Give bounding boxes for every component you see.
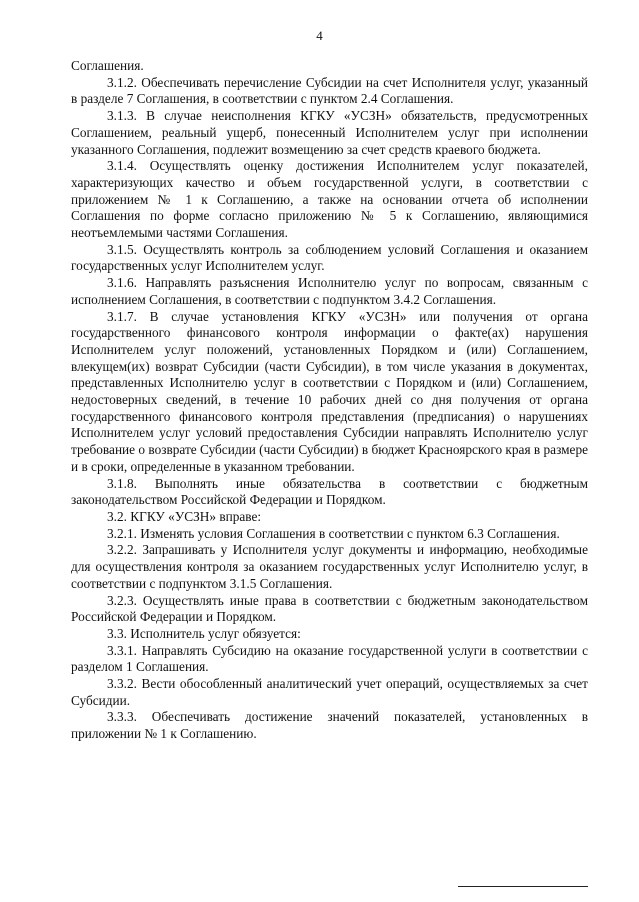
footer-rule xyxy=(458,886,588,887)
paragraph: 3.1.8. Выполнять иные обязательства в соответствии с бюджетным законодательством Российской Федерации и Порядком. xyxy=(71,475,588,508)
paragraph: 3.1.3. В случае неисполнения КГКУ «УСЗН» обязательств, предусмотренных Соглашением, реальный ущерб, понесенный Исполнителем услуг при исполнении указанного Соглашения, подлежит возмещению за счет средств краевого бюджета. xyxy=(71,108,588,157)
paragraph: 3.2.1. Изменять условия Соглашения в соответствии с пунктом 6.3 Соглашения. xyxy=(107,525,560,541)
paragraph: 3.3. Исполнитель услуг обязуется: xyxy=(107,625,301,641)
paragraph: 3.2.2. Запрашивать у Исполнителя услуг документы и информацию, необходимые для осуществления контроля за оказанием государственных услуг Исполнителю услуг, в соответствии с подпунктом 3.1.5 Соглашения. xyxy=(71,542,588,591)
paragraph: 3.1.6. Направлять разъяснения Исполнителю услуг по вопросам, связанным с исполнением Соглашения, в соответствии с подпунктом 3.4.2 Соглашения. xyxy=(71,275,588,307)
page-number: 4 xyxy=(316,28,323,43)
paragraph: 3.1.7. В случае установления КГКУ «УСЗН» или получения от органа государственного финансового контроля информации о факте(ах) нарушения Исполнителем услуг положений, установленных Порядком и (или) Соглашением, влекущем(их) возврат Субсидии (части Субсидии), в том числе указания в документах, представленных Исполнителю услуг в соответствии с Порядком и (или) Соглашением, недостоверных сведений, в течение 10 рабочих дней со дня получения от органа государственного финансового контроля представления (предписания) о нарушениях Исполнителем услуг условий предоставления Субсидии направлять Исполнителю услуг требование о возврате Субсидии (части Субсидии) в бюджет Красноярского края в размере и в сроки, определенные в указанном требовании. xyxy=(71,308,588,474)
paragraph: 3.1.2. Обеспечивать перечисление Субсидии на счет Исполнителя услуг, указанный в разделе 7 Соглашения, в соответствии с пунктом 2.4 Соглашения. xyxy=(71,74,588,107)
paragraph: 3.3.1. Направлять Субсидию на оказание государственной услуги в соответствии с разделом 1 Соглашения. xyxy=(71,642,588,675)
paragraph: 3.3.2. Вести обособленный аналитический учет операций, осуществляемых за счет Субсидии. xyxy=(71,676,588,708)
paragraph: 3.2.3. Осуществлять иные права в соответствии с бюджетным законодательством Российской Федерации и Порядком. xyxy=(71,592,588,625)
document-body xyxy=(71,58,588,743)
paragraph: 3.1.4. Осуществлять оценку достижения Исполнителем услуг показателей, характеризующих качество и объем государственной услуги, в соответствии с приложением № 1 к Соглашению, а также на основании отчета об исполнении Соглашения по форме согласно приложению № 5 к Соглашению, являющимися неотъемлемыми частями Соглашения. xyxy=(71,158,588,241)
paragraph: 3.1.5. Осуществлять контроль за соблюдением условий Соглашения и оказанием государственных услуг Исполнителем услуг. xyxy=(71,241,588,274)
paragraph: 3.3.3. Обеспечивать достижение значений показателей, установленных в приложении № 1 к Соглашению. xyxy=(71,709,588,742)
paragraph: Соглашения. xyxy=(71,58,144,73)
paragraph: 3.2. КГКУ «УСЗН» вправе: xyxy=(107,508,262,524)
